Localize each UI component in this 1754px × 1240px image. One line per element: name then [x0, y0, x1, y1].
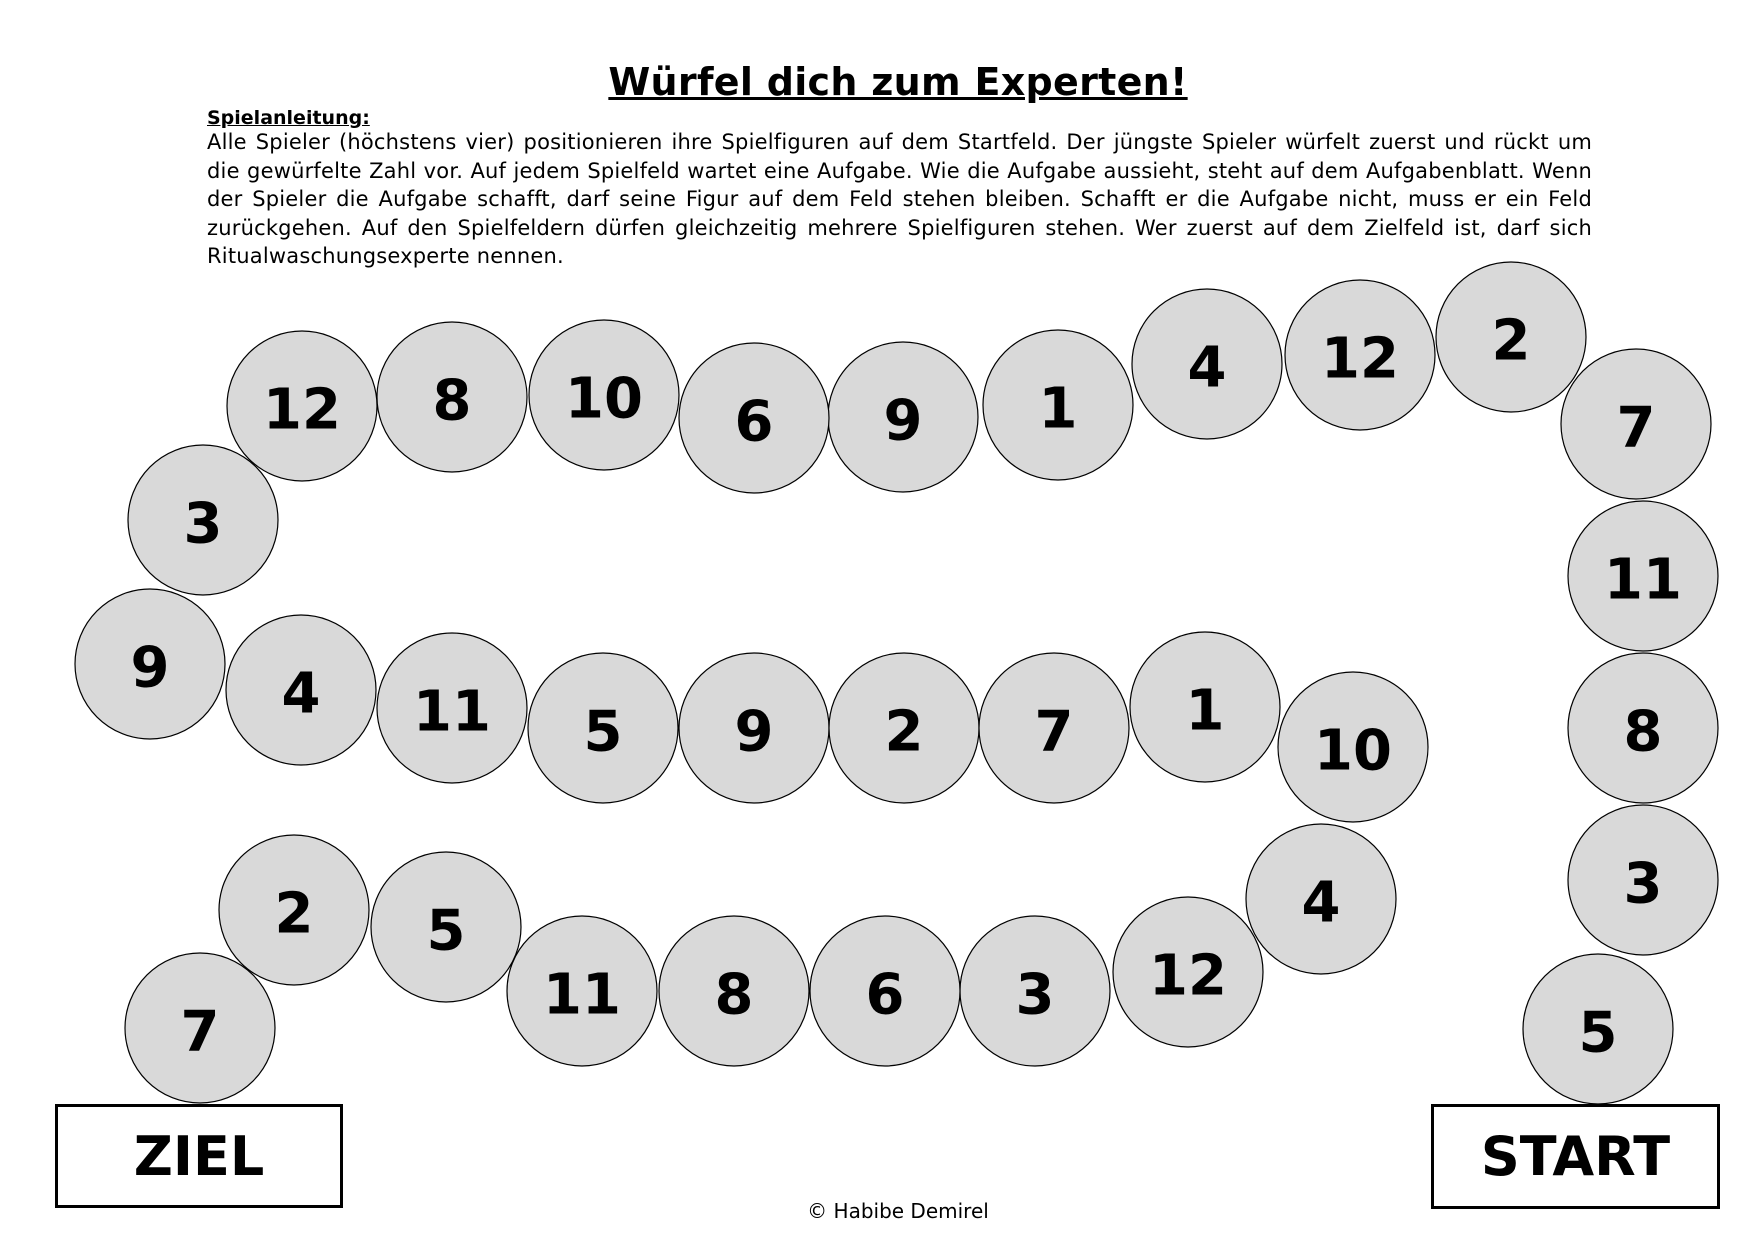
board-field[interactable]: [679, 653, 829, 803]
board-field[interactable]: [1568, 501, 1718, 651]
board-field[interactable]: [679, 343, 829, 493]
board-field-number: 9: [130, 635, 170, 701]
goal-field[interactable]: ZIEL: [55, 1104, 343, 1208]
board-field-number: 5: [426, 898, 466, 964]
board-field[interactable]: [226, 615, 376, 765]
board-field-number: 8: [714, 962, 754, 1028]
board-field-number: 1: [1038, 376, 1078, 442]
board-field-number: 8: [432, 368, 472, 434]
board-field-number: 2: [884, 699, 924, 765]
board-field[interactable]: [125, 953, 275, 1103]
board-field[interactable]: [1568, 653, 1718, 803]
board-field[interactable]: [1113, 897, 1263, 1047]
board-field-number: 12: [1149, 943, 1227, 1009]
board-field[interactable]: [960, 916, 1110, 1066]
copyright: © Habibe Demirel: [807, 1199, 989, 1223]
board-field-number: 6: [734, 389, 774, 455]
board-field-number: 11: [1604, 547, 1682, 613]
board-field[interactable]: [829, 653, 979, 803]
board-field[interactable]: [1523, 954, 1673, 1104]
board-field-number: 10: [1314, 718, 1392, 784]
start-field[interactable]: START: [1431, 1104, 1720, 1209]
board-field[interactable]: [1436, 262, 1586, 412]
board-field[interactable]: [828, 342, 978, 492]
board-field[interactable]: [371, 852, 521, 1002]
board-field-number: 7: [180, 999, 220, 1065]
board-field[interactable]: [979, 653, 1129, 803]
board-field[interactable]: [528, 653, 678, 803]
board-field[interactable]: [507, 916, 657, 1066]
board-field[interactable]: [810, 916, 960, 1066]
board-field-number: 6: [865, 962, 905, 1028]
board-field-number: 4: [281, 661, 321, 727]
board-field-number: 2: [1491, 308, 1531, 374]
board-field-number: 10: [565, 366, 643, 432]
board-field-number: 7: [1034, 699, 1074, 765]
board-field-number: 5: [1578, 1000, 1618, 1066]
board-field[interactable]: [1285, 280, 1435, 430]
board-field[interactable]: [1561, 349, 1711, 499]
board-field[interactable]: [128, 445, 278, 595]
board-field-number: 12: [263, 377, 341, 443]
board-field[interactable]: [1278, 672, 1428, 822]
board-field[interactable]: [377, 633, 527, 783]
instructions-text: Alle Spieler (höchstens vier) positionieren ihre Spielfiguren auf dem Startfeld. Der jüngste Spieler würfelt zuerst und rückt um die gewürfelte Zahl vor. Auf jedem Spielfeld wartet eine Aufgabe. Wie die Aufgabe aussieht, steht auf dem Aufgabenblatt. Wenn der Spieler die Aufgabe schafft, darf seine Figur auf dem Feld stehen bleiben. Schafft er die Aufgabe nicht, muss er ein Feld zurückgehen. Auf den Spielfeldern dürfen gleichzeitig mehrere Spielfiguren stehen. Wer zuerst auf dem Zielfeld ist, darf sich Ritualwaschungsexperte nennen.: [207, 130, 1592, 269]
board-field-number: 3: [1015, 962, 1055, 1028]
board-field[interactable]: [75, 589, 225, 739]
board-field-number: 12: [1321, 326, 1399, 392]
board-field[interactable]: [1130, 632, 1280, 782]
board-field[interactable]: [1132, 289, 1282, 439]
board-field-number: 2: [274, 881, 314, 947]
board-field[interactable]: [529, 320, 679, 470]
board-field-number: 1: [1185, 678, 1225, 744]
board-field-number: 3: [183, 491, 223, 557]
page-title: Würfel dich zum Experten!: [608, 60, 1188, 104]
board-field[interactable]: [227, 331, 377, 481]
board-field[interactable]: [1246, 824, 1396, 974]
board-field-number: 11: [413, 679, 491, 745]
board-field-number: 8: [1623, 699, 1663, 765]
instructions-heading: Spielanleitung:: [207, 107, 370, 129]
board-field[interactable]: [983, 330, 1133, 480]
board-field[interactable]: [219, 835, 369, 985]
board-field-number: 9: [734, 699, 774, 765]
board-field-number: 9: [883, 388, 923, 454]
board-field-number: 4: [1187, 335, 1227, 401]
board-field[interactable]: [659, 916, 809, 1066]
board-field-number: 7: [1616, 395, 1656, 461]
board-field[interactable]: [377, 322, 527, 472]
board-field-number: 3: [1623, 851, 1663, 917]
board-field-number: 5: [583, 699, 623, 765]
board-field-number: 4: [1301, 870, 1341, 936]
board-field[interactable]: [1568, 805, 1718, 955]
board-field-number: 11: [543, 962, 621, 1028]
